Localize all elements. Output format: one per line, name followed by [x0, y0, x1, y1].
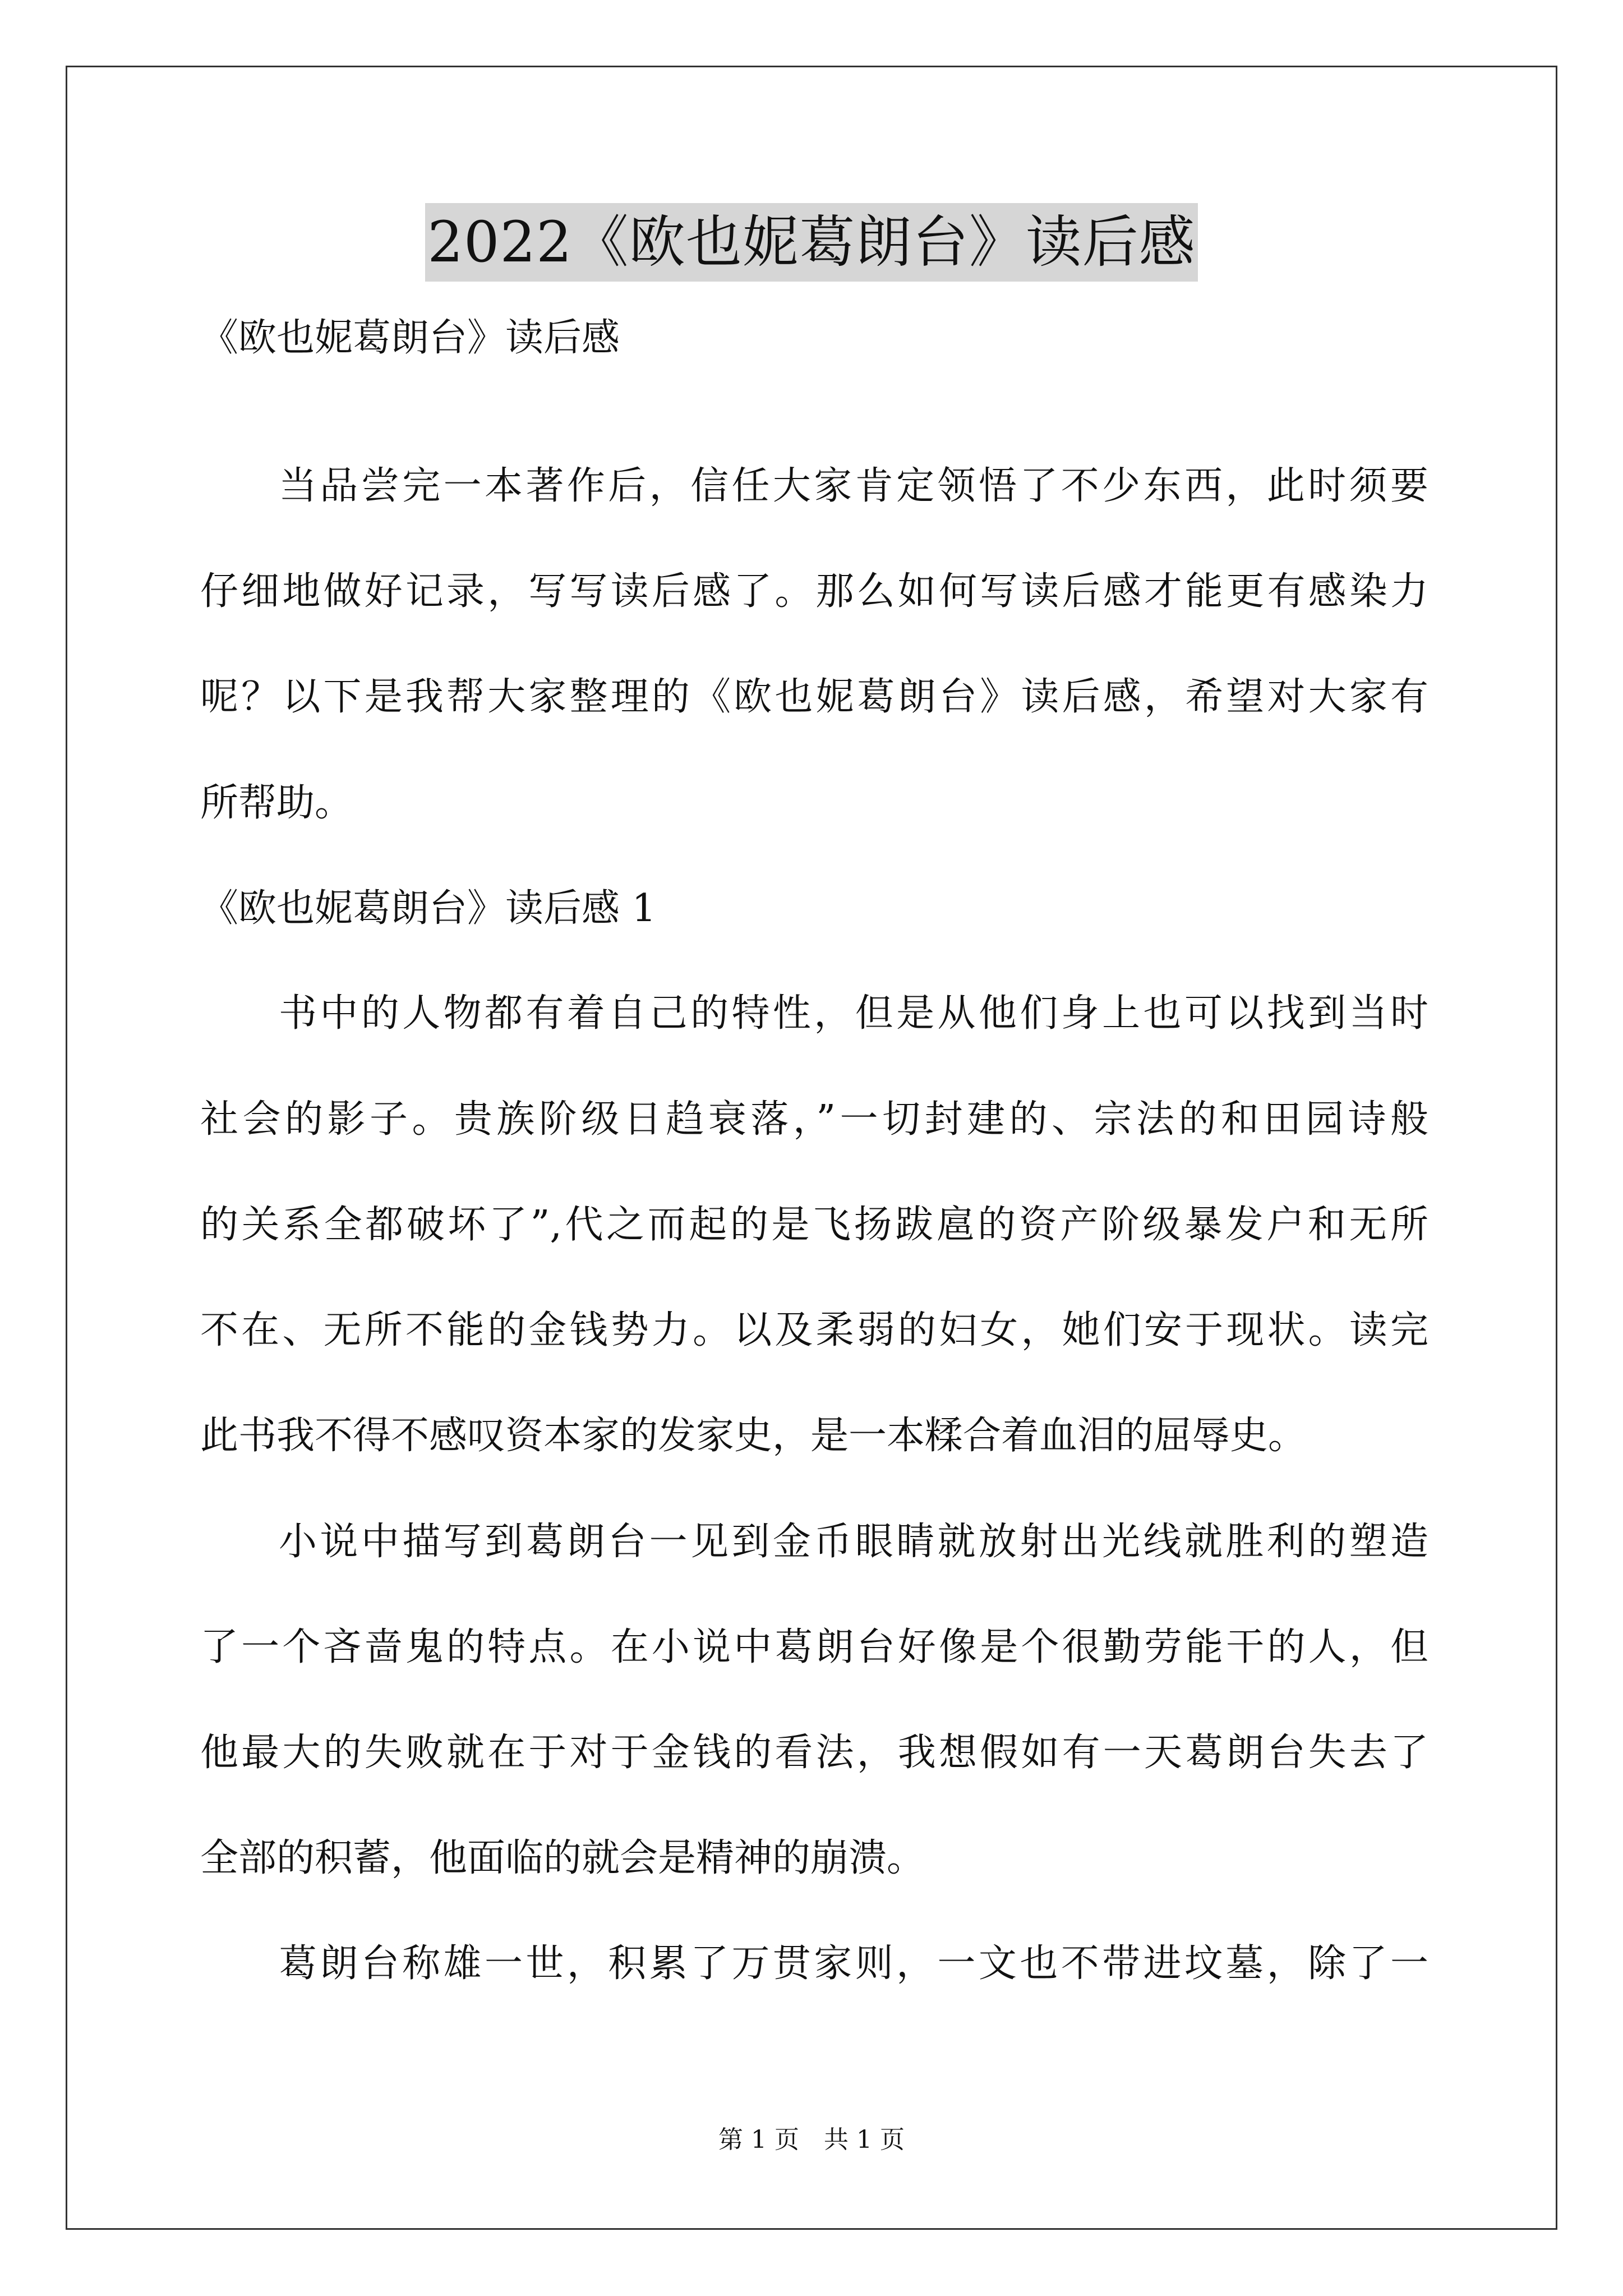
- paragraph-line: 葛朗台称雄一世，积累了万贯家则，一文也不带进坟墓，除了一: [279, 1941, 1428, 1986]
- paragraph-line: 呢？以下是我帮大家整理的《欧也妮葛朗台》读后感，希望对大家有: [200, 675, 1428, 719]
- paragraph-line: 小说中描写到葛朗台一见到金币眼睛就放射出光线就胜利的塑造: [279, 1520, 1428, 1564]
- paragraph-line: 了一个吝啬鬼的特点。在小说中葛朗台好像是个很勤劳能干的人，但: [200, 1625, 1428, 1669]
- title-container: [0, 203, 1623, 282]
- paragraph-line: 此书我不得不感叹资本家的发家史，是一本糅合着血泪的屈辱史。: [200, 1414, 1307, 1458]
- paragraph-line: 全部的积蓄，他面临的就会是精神的崩溃。: [200, 1836, 925, 1880]
- paragraph-line: 社会的影子。贵族阶级日趋衰落，”一切封建的、宗法的和田园诗般: [200, 1097, 1428, 1142]
- page-footer: 第 1 页 共 1 页: [718, 2125, 905, 2154]
- paragraph-line: 他最大的失败就在于对于金钱的看法，我想假如有一天葛朗台失去了: [200, 1731, 1428, 1775]
- paragraph-line: 仔细地做好记录，写写读后感了。那么如何写读后感才能更有感染力: [200, 569, 1428, 614]
- paragraph-line: 所帮助。: [200, 781, 353, 825]
- section-heading: 《欧也妮葛朗台》读后感: [200, 316, 620, 360]
- paragraph-line: 不在、无所不能的金钱势力。以及柔弱的妇女，她们安于现状。读完: [200, 1308, 1428, 1352]
- document-title: 2022《欧也妮葛朗台》读后感: [425, 203, 1198, 282]
- page-border: [66, 66, 1557, 2230]
- paragraph-line: 的关系全都破坏了”,代之而起的是飞扬跋扈的资产阶级暴发户和无所: [200, 1203, 1428, 1247]
- paragraph-line: 当品尝完一本著作后，信任大家肯定领悟了不少东西，此时须要: [279, 464, 1428, 508]
- paragraph-line: 书中的人物都有着自己的特性，但是从他们身上也可以找到当时: [279, 991, 1428, 1036]
- section-heading: 《欧也妮葛朗台》读后感 1: [200, 886, 656, 931]
